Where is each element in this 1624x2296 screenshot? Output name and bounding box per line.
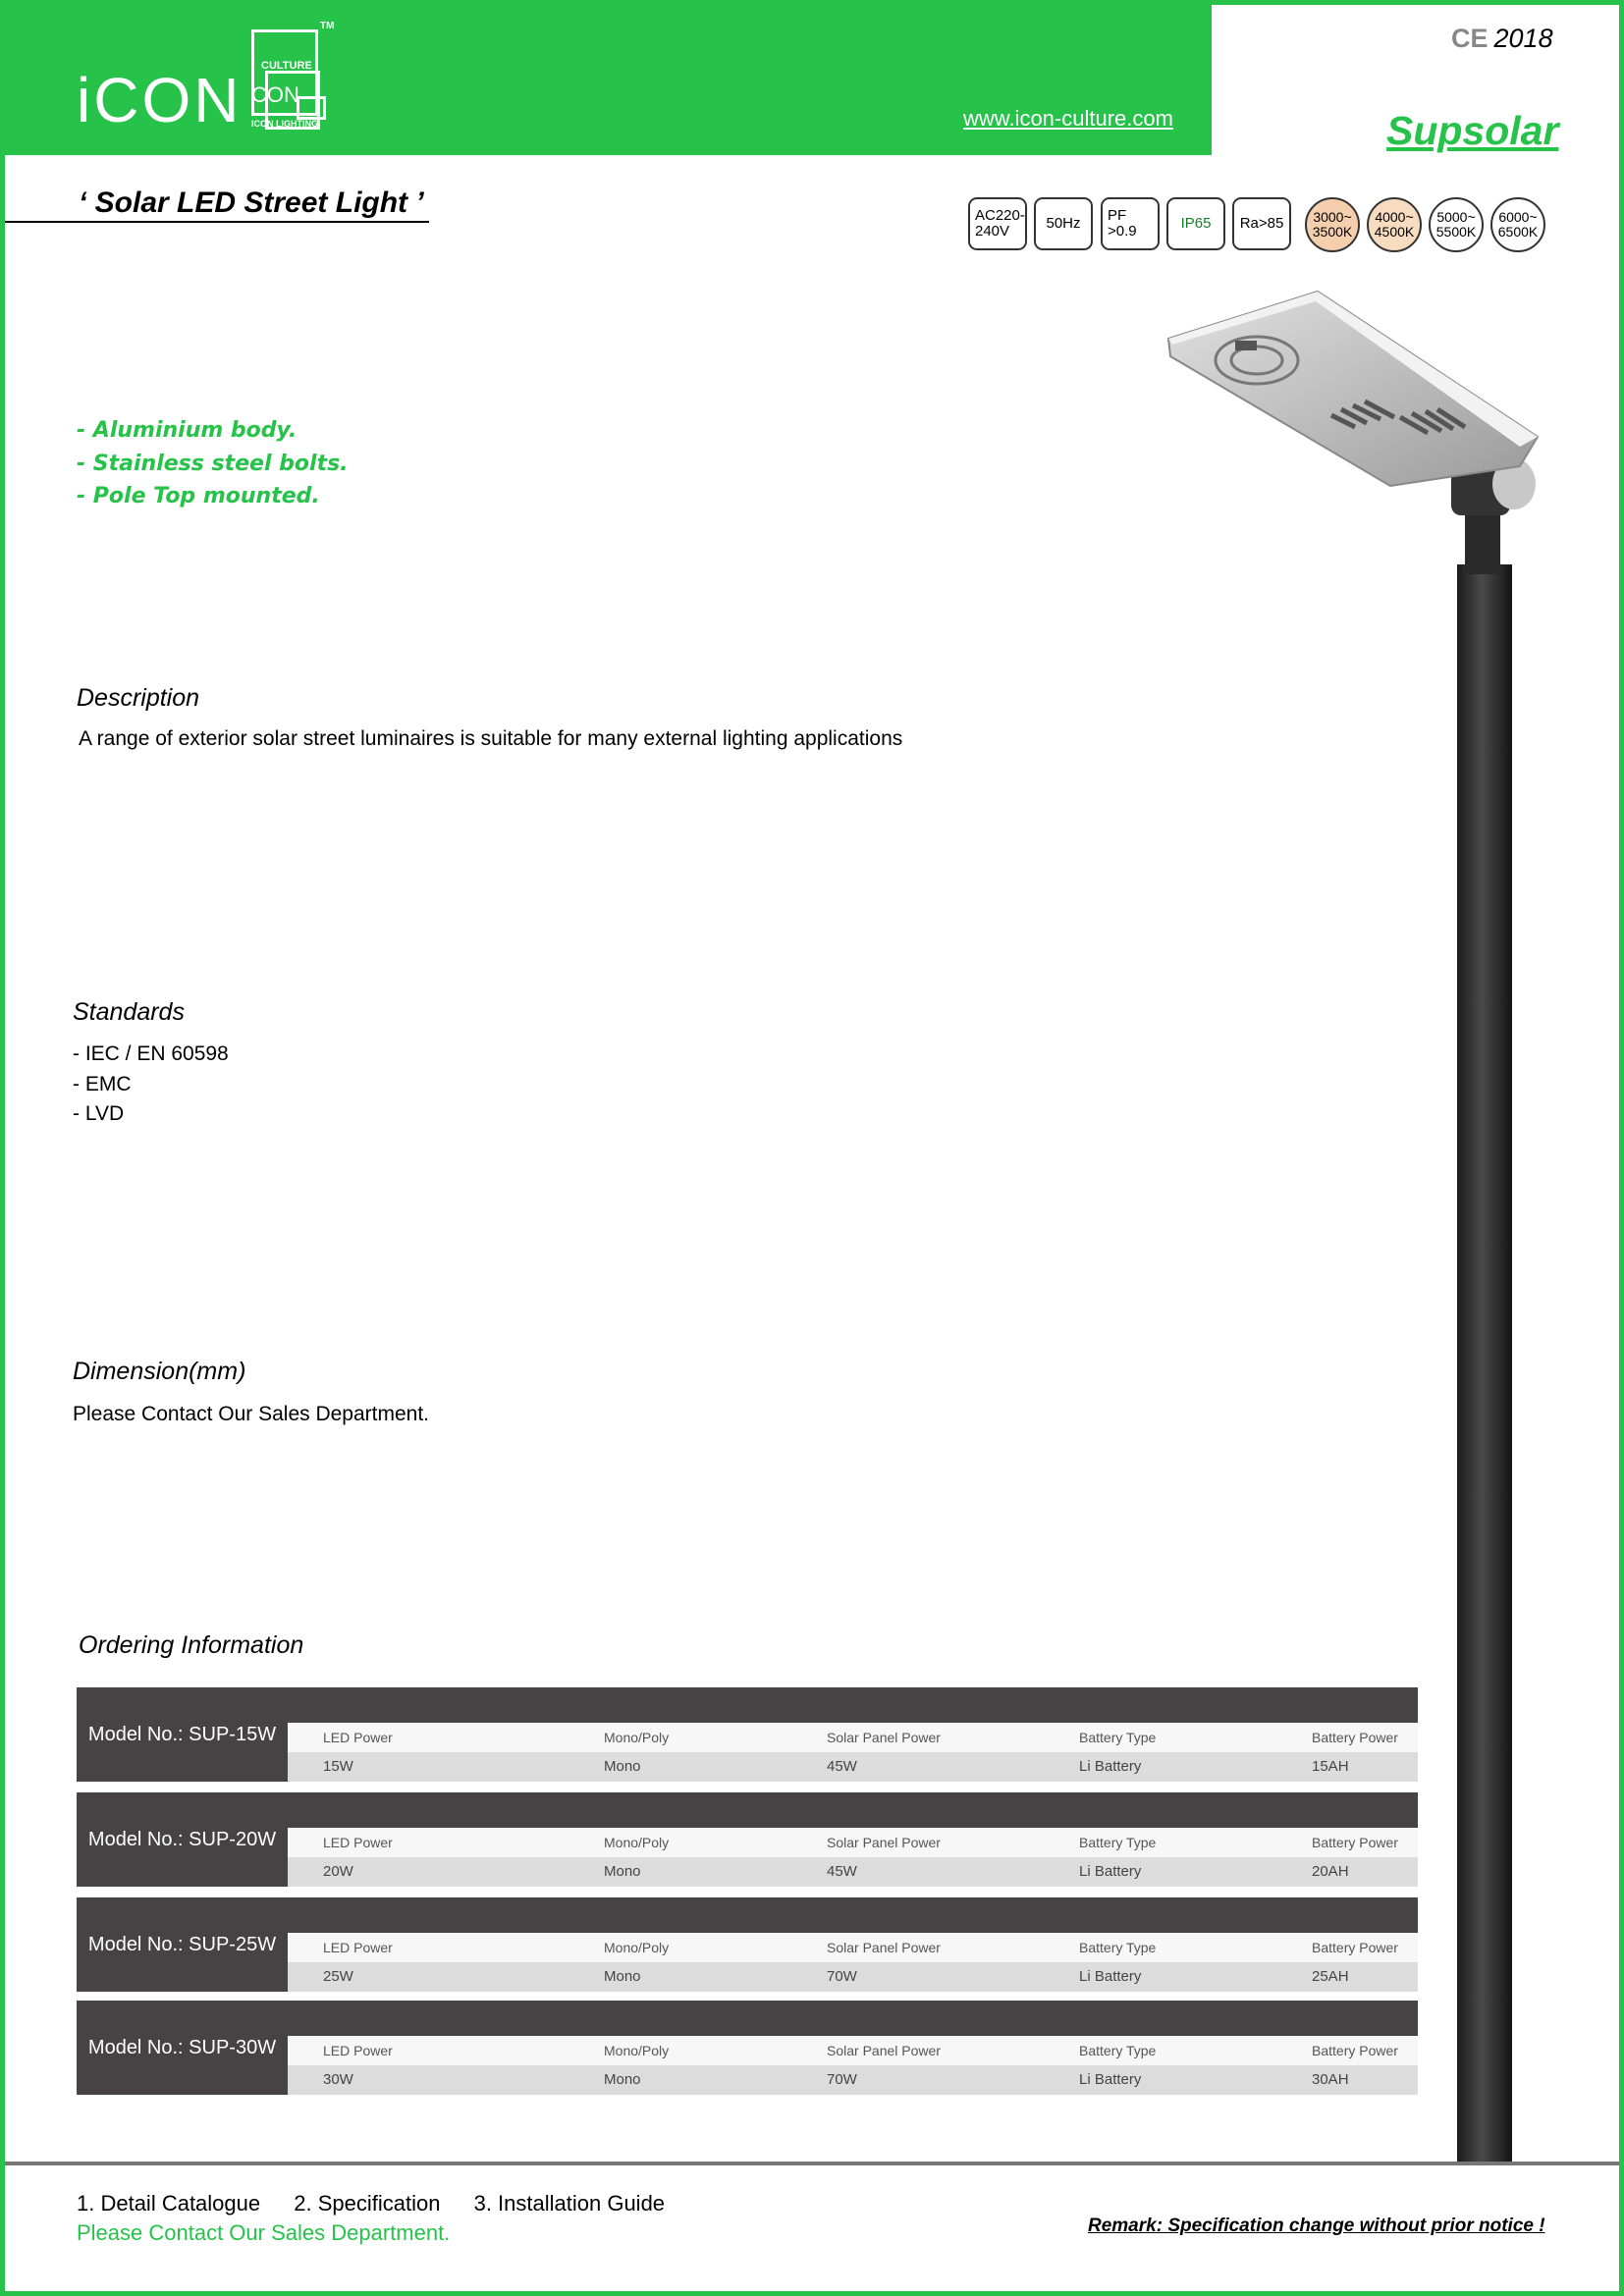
column-header-row: [288, 2036, 1418, 2065]
logo-culture-text: CULTURE: [261, 60, 312, 72]
logo-mark: [245, 22, 344, 137]
value-row: [288, 1857, 1418, 1887]
badge-frequency: 50Hz: [1034, 197, 1093, 250]
footer-link-specification[interactable]: 2. Specification: [294, 2191, 441, 2216]
year-label: 2018: [1493, 24, 1553, 53]
order-block-sup-30w: [77, 2001, 1418, 2095]
feature-list: [77, 414, 349, 513]
val-solar-panel-power: 70W: [827, 2071, 857, 2088]
col-led-power: LED Power: [323, 1940, 393, 1955]
col-solar-panel-power: Solar Panel Power: [827, 1940, 941, 1955]
column-header-row: [288, 1828, 1418, 1857]
feature-item: - Pole Top mounted.: [77, 484, 320, 508]
remark-notice: Remark: Specification change without prior notice !: [1088, 2216, 1545, 2236]
footer-contact: Please Contact Our Sales Department.: [77, 2220, 451, 2245]
val-solar-panel-power: 45W: [827, 1758, 857, 1775]
pole-joint: [1465, 506, 1500, 574]
badge-cct-5000: 5000~ 5500K: [1429, 197, 1484, 252]
col-mono-poly: Mono/Poly: [604, 1730, 670, 1745]
standard-item: - IEC / EN 60598: [73, 1042, 229, 1065]
footer-divider: [5, 2162, 1619, 2165]
logo-tm-text: TM: [320, 21, 335, 31]
logo-lighting-text: ICON LIGHTING: [251, 119, 318, 129]
website-link[interactable]: www.icon-culture.com: [963, 106, 1173, 131]
val-led-power: 25W: [323, 1968, 353, 1985]
logo-con-text: CON: [251, 82, 299, 107]
ordering-heading: Ordering Information: [79, 1631, 304, 1659]
order-block-sup-20w: [77, 1792, 1418, 1887]
col-battery-power: Battery Power: [1312, 1730, 1398, 1745]
order-block-sup-25w: [77, 1897, 1418, 1992]
val-led-power: 20W: [323, 1863, 353, 1880]
standards-list: [73, 1040, 229, 1130]
title-underline: [5, 221, 429, 223]
col-mono-poly: Mono/Poly: [604, 1940, 670, 1955]
standard-item: - LVD: [73, 1102, 125, 1125]
footer-link-installation-guide[interactable]: 3. Installation Guide: [473, 2191, 666, 2216]
col-battery-power: Battery Power: [1312, 2043, 1398, 2058]
standards-heading: Standards: [73, 998, 185, 1026]
header-band: [0, 0, 1212, 155]
column-header-row: [288, 1723, 1418, 1752]
val-battery-power: 30AH: [1312, 2071, 1349, 2088]
product-title: ‘ Solar LED Street Light ’: [79, 187, 424, 219]
feature-item: - Stainless steel bolts.: [77, 451, 349, 476]
val-battery-type: Li Battery: [1079, 1968, 1142, 1985]
badge-voltage: AC220- 240V: [968, 197, 1027, 250]
description-heading: Description: [77, 684, 200, 712]
dimension-text: Please Contact Our Sales Department.: [73, 1403, 430, 1425]
brand-name: Supsolar: [1386, 108, 1559, 153]
model-number: Model No.: SUP-20W: [77, 1792, 288, 1887]
col-led-power: LED Power: [323, 1730, 393, 1745]
col-solar-panel-power: Solar Panel Power: [827, 2043, 941, 2058]
col-solar-panel-power: Solar Panel Power: [827, 1835, 941, 1850]
val-battery-type: Li Battery: [1079, 1863, 1142, 1880]
val-mono-poly: Mono: [604, 1968, 641, 1985]
val-mono-poly: Mono: [604, 2071, 641, 2088]
badge-ip-rating: IP65: [1166, 197, 1225, 250]
value-row: [288, 1752, 1418, 1782]
val-battery-type: Li Battery: [1079, 1758, 1142, 1775]
val-battery-power: 15AH: [1312, 1758, 1349, 1775]
col-battery-type: Battery Type: [1079, 1940, 1157, 1955]
ce-year: [1451, 24, 1553, 54]
order-block-sup-15w: [77, 1687, 1418, 1782]
col-battery-type: Battery Type: [1079, 1835, 1157, 1850]
col-solar-panel-power: Solar Panel Power: [827, 1730, 941, 1745]
logo-text: iCON: [77, 65, 243, 135]
column-header-row: [288, 1933, 1418, 1962]
col-battery-power: Battery Power: [1312, 1835, 1398, 1850]
col-mono-poly: Mono/Poly: [604, 1835, 670, 1850]
val-solar-panel-power: 70W: [827, 1968, 857, 1985]
model-number: Model No.: SUP-15W: [77, 1687, 288, 1782]
val-solar-panel-power: 45W: [827, 1863, 857, 1880]
badge-cri: Ra>85: [1232, 197, 1291, 250]
col-battery-power: Battery Power: [1312, 1940, 1398, 1955]
ce-mark: CE: [1451, 24, 1489, 53]
model-number: Model No.: SUP-30W: [77, 2001, 288, 2095]
col-battery-type: Battery Type: [1079, 2043, 1157, 2058]
val-mono-poly: Mono: [604, 1758, 641, 1775]
standard-item: - EMC: [73, 1072, 132, 1095]
val-battery-power: 25AH: [1312, 1968, 1349, 1985]
dimension-heading: Dimension(mm): [73, 1358, 246, 1385]
model-number: Model No.: SUP-25W: [77, 1897, 288, 1992]
feature-item: - Aluminium body.: [77, 418, 298, 443]
val-led-power: 15W: [323, 1758, 353, 1775]
col-battery-type: Battery Type: [1079, 1730, 1157, 1745]
badge-cct-3000: 3000~ 3500K: [1305, 197, 1360, 252]
badge-cct-4000: 4000~ 4500K: [1367, 197, 1422, 252]
val-led-power: 30W: [323, 2071, 353, 2088]
col-led-power: LED Power: [323, 1835, 393, 1850]
value-row: [288, 1962, 1418, 1992]
footer-link-detail-catalogue[interactable]: 1. Detail Catalogue: [77, 2191, 261, 2216]
col-led-power: LED Power: [323, 2043, 393, 2058]
footer-links: [77, 2191, 692, 2216]
pole: [1457, 564, 1512, 2164]
badge-cct-6000: 6000~ 6500K: [1490, 197, 1545, 252]
val-mono-poly: Mono: [604, 1863, 641, 1880]
val-battery-type: Li Battery: [1079, 2071, 1142, 2088]
badge-power-factor: PF >0.9: [1101, 197, 1160, 250]
col-mono-poly: Mono/Poly: [604, 2043, 670, 2058]
value-row: [288, 2065, 1418, 2095]
description-text: A range of exterior solar street luminaires is suitable for many external lighting applications: [79, 727, 903, 750]
val-battery-power: 20AH: [1312, 1863, 1349, 1880]
